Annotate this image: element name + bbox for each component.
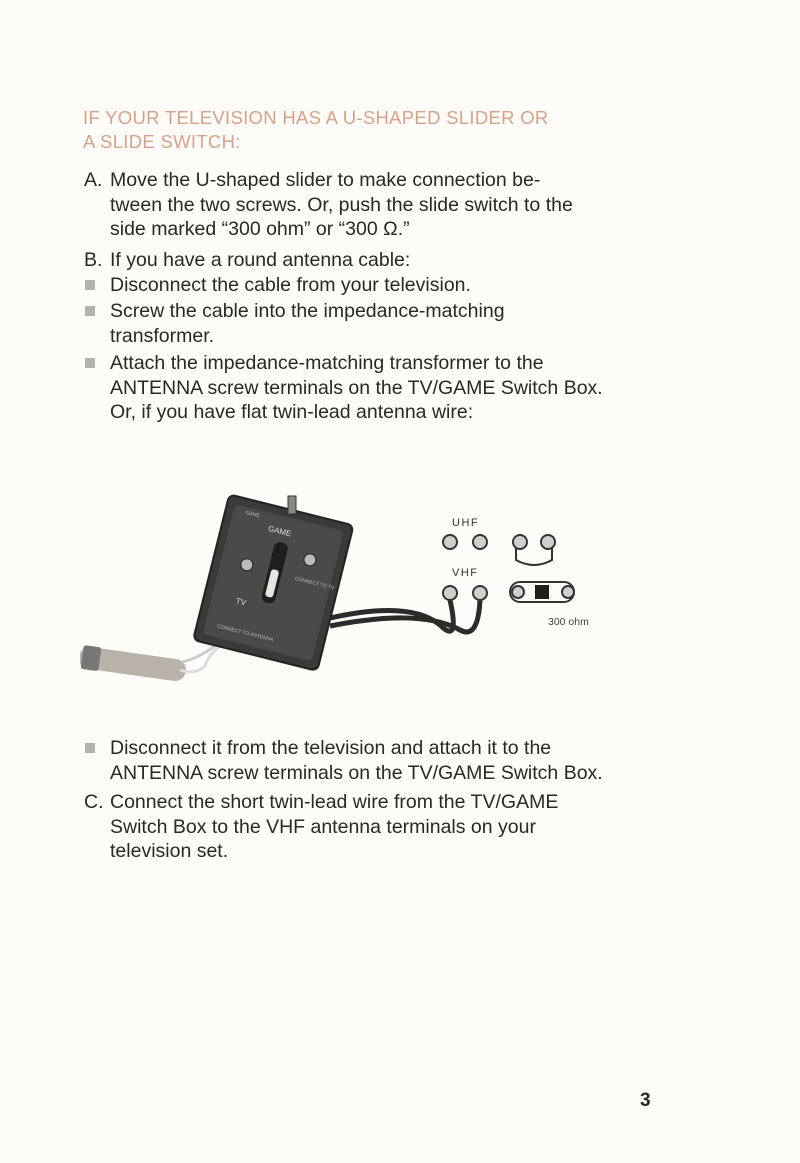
- box-top-label: GAME: [244, 509, 261, 520]
- heading-line: A SLIDE SWITCH:: [83, 131, 241, 152]
- uhf-label: UHF: [452, 517, 480, 529]
- step-text: Move the U-shaped slider to make connection be- tween the two screws. Or, push the slide switch to the side marked “300 ohm” or “300 Ω.”: [110, 169, 573, 240]
- bullet-marker: [85, 280, 95, 290]
- bullet-marker: [85, 306, 95, 316]
- heading-line: IF YOUR TELEVISION HAS A U-SHAPED SLIDER OR: [83, 107, 549, 128]
- step-a: [84, 168, 664, 242]
- step-text: Connect the short twin-lead wire from the TV/GAME Switch Box to the VHF antenna terminals on your television set.: [110, 791, 559, 862]
- vhf-terminal: [443, 586, 457, 600]
- bullet-marker: [85, 743, 95, 753]
- page-number: 3: [640, 1090, 651, 1111]
- step-c: [84, 790, 664, 864]
- bullet-item: Disconnect the cable from your television.: [84, 273, 664, 298]
- bullet-marker: [85, 358, 95, 368]
- step-marker: B.: [84, 249, 103, 271]
- section-heading: [83, 106, 643, 154]
- uhf-terminal: [443, 535, 457, 549]
- vhf-label: VHF: [452, 567, 479, 579]
- step-marker: A.: [84, 169, 103, 191]
- bullet-item: Attach the impedance-matching transformer to the ANTENNA screw terminals on the TV/GAME Switch Box. Or, if you have flat twin-lead antenna wire:: [84, 351, 664, 425]
- box-game-label: GAME: [267, 523, 293, 539]
- box-tv-label: TV: [234, 596, 247, 608]
- bullet-item: Screw the cable into the impedance-matching transformer.: [84, 299, 664, 348]
- bullet-item: Disconnect it from the television and attach it to the ANTENNA screw terminals on the TV/GAME Switch Box.: [84, 736, 664, 785]
- step-marker: C.: [84, 791, 104, 813]
- u-slider: [516, 548, 552, 565]
- box-bottom-label: CONNECT TO ANTENNA: [216, 623, 274, 644]
- vhf-terminal: [473, 586, 487, 600]
- switch-box-illustration: [80, 490, 640, 700]
- step-text: If you have a round antenna cable:: [110, 249, 411, 271]
- uhf-terminal: [473, 535, 487, 549]
- ohm-label: 300 ohm: [548, 616, 589, 628]
- step-b: [84, 248, 664, 273]
- box-side-label: CONNECT TO TV: [294, 575, 335, 592]
- switch-box-photo: [80, 490, 640, 700]
